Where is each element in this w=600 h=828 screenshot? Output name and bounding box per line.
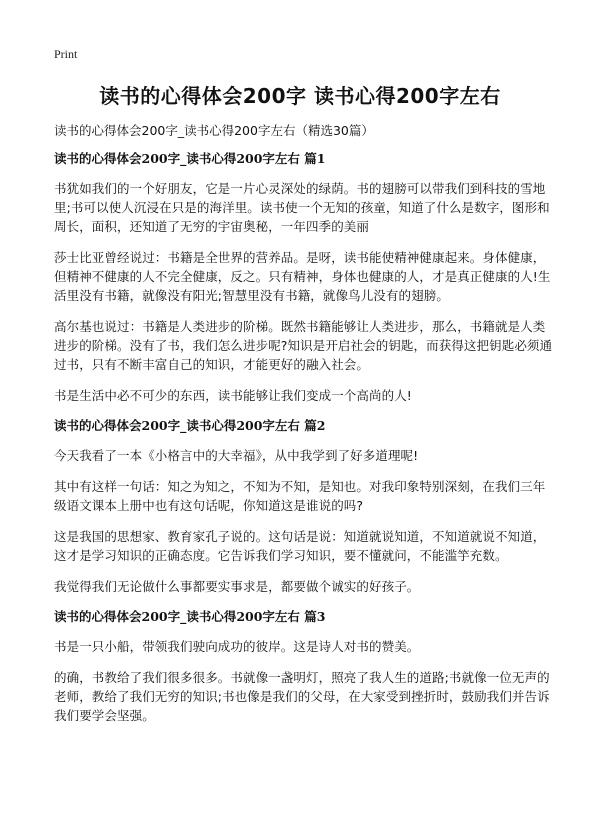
paragraph: 今天我看了一本《小格言中的大幸福》，从中我学到了好多道理呢! bbox=[54, 448, 419, 463]
section-heading: 读书的心得体会200字_读书心得200字左右 篇1 bbox=[54, 151, 326, 166]
section-3 bbox=[54, 608, 554, 725]
paragraph: 书犹如我们的一个好朋友，它是一片心灵深处的绿荫。书的翅膀可以带我们到科技的雪地里;书可以使人沉浸在只是的海洋里。读书使一个无知的孩童，知道了什么是数字，图形和周长，面积，还知道了无穷的宇宙奥秘，一年四季的美丽 bbox=[54, 181, 550, 234]
paragraph: 莎士比亚曾经说过：书籍是全世界的营养品。是呀，读书能使精神健康起来。身体健康，但精神不健康的人不完全健康，反之。只有精神，身体也健康的人，才是真正健康的人!生活里没有书籍，就像没有阳光;智慧里没有书籍，就像鸟儿没有的翅膀。 bbox=[54, 250, 551, 303]
paragraph: 其中有这样一句话：知之为知之，不知为不知，是知也。对我印象特别深刻，在我们三年级语文课本上册中也有这句话呢，你知道这是谁说的吗? bbox=[54, 479, 546, 513]
section-heading: 读书的心得体会200字_读书心得200字左右 篇3 bbox=[54, 609, 326, 624]
document-body bbox=[54, 150, 554, 737]
paragraph: 我觉得我们无论做什么事都要实事求是，都要做个诚实的好孩子。 bbox=[54, 579, 420, 594]
paragraph: 的确，书教给了我们很多很多。书就像一盏明灯，照亮了我人生的道路;书就像一位无声的老师，教给了我们无穷的知识;书也像是我们的父母，在大家受到挫折时，鼓励我们并告诉我们要学会坚强。 bbox=[54, 670, 550, 723]
paragraph: 书是生活中必不可少的东西，读书能够让我们变成一个高尚的人! bbox=[54, 388, 412, 403]
section-heading: 读书的心得体会200字_读书心得200字左右 篇2 bbox=[54, 418, 326, 433]
section-2 bbox=[54, 417, 554, 596]
document-title: 读书的心得体会200字 读书心得200字左右 bbox=[99, 84, 501, 108]
section-1 bbox=[54, 150, 554, 405]
print-label: Print bbox=[54, 47, 78, 61]
paragraph: 书是一只小船，带领我们驶向成功的彼岸。这是诗人对书的赞美。 bbox=[54, 639, 420, 654]
paragraph: 这是我国的思想家、教育家孔子说的。这句话是说：知道就说知道，不知道就说不知道，这才是学习知识的正确态度。它告诉我们学习知识，要不懂就问，不能滥竽充数。 bbox=[54, 529, 546, 563]
paragraph: 高尔基也说过：书籍是人类进步的阶梯。既然书籍能够让人类进步，那么，书籍就是人类进步的阶梯。没有了书，我们怎么进步呢?知识是开启社会的钥匙，而获得这把钥匙必须通过书，只有不断丰富自己的知识，才能更好的融入社会。 bbox=[54, 319, 553, 372]
document-subtitle: 读书的心得体会200字_读书心得200字左右（精选30篇） bbox=[54, 123, 374, 138]
